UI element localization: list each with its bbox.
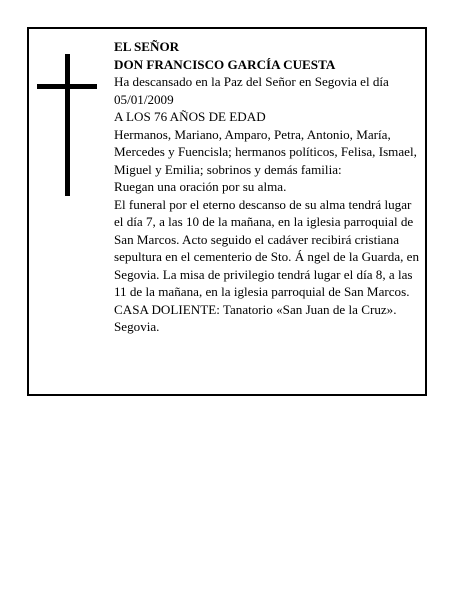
death-statement: Ha descansado en la Paz del Señor en Segovia el día 05/01/2009 (114, 74, 389, 107)
cross-vertical-bar (65, 54, 70, 196)
age-statement: A LOS 76 AÑOS DE EDAD (114, 109, 266, 124)
cross-icon (37, 54, 97, 196)
prayer-request: Ruegan una oración por su alma. (114, 179, 287, 194)
family-list: Hermanos, Mariano, Amparo, Petra, Antonio, María, Mercedes y Fuencisla; hermanos políticos, Felisa, Ismael, Miguel y Emilia; sobrinos y demás familia: (114, 126, 417, 177)
casa-doliente: CASA DOLIENTE: Tanatorio «San Juan de la Cruz». Segovia. (114, 301, 397, 334)
obituary-text (114, 38, 422, 336)
cross-horizontal-bar (37, 84, 97, 89)
heading-title: EL SEÑOR (114, 39, 180, 54)
deceased-name: DON FRANCISCO GARCÍA CUESTA (114, 56, 336, 72)
funeral-info: El funeral por el eterno descanso de su alma tendrá lugar el día 7, a las 10 de la mañana, en la iglesia parroquial de San Marcos. Acto seguido el cadáver recibirá cristiana sepultura en el cementerio de Sto. Á ngel de la Guarda, en Segovia. La misa de privilegio tendrá lugar el día 8, a las 11 de la mañana, en la iglesia parroquial de San Marcos. (114, 196, 420, 299)
